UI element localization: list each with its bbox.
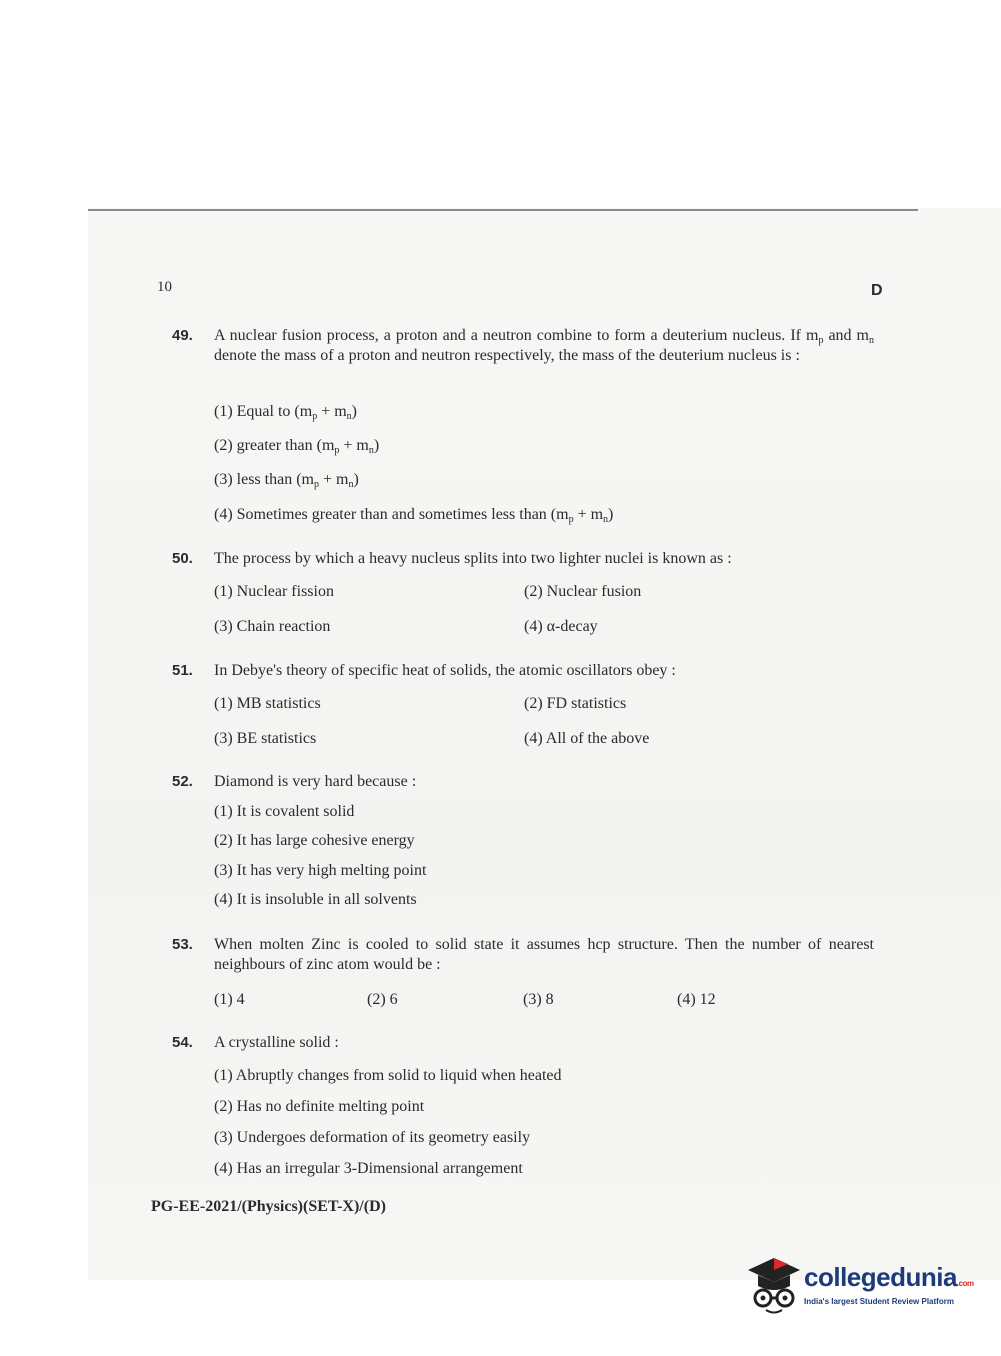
question-text: Diamond is very hard because : xyxy=(214,773,417,790)
option: (1) It is covalent solid xyxy=(214,803,355,820)
question-number: 53. xyxy=(172,936,193,953)
option: (3) 8 xyxy=(523,991,554,1008)
option: (2) greater than $(m_p + m_n)$ xyxy=(214,437,380,456)
option: (2) 6 xyxy=(367,991,398,1008)
question-number: 49. xyxy=(172,327,193,344)
option: (4) Has an irregular 3-Dimensional arrangement xyxy=(214,1160,523,1177)
question-text: A nuclear fusion process, a proton and a neutron combine to form a deuterium nucleus. If $m_p$ and $m_n$ denote the mass of a proton and neutron respectively, the mass of the deuterium nucleus is : xyxy=(214,327,875,364)
option: (3) BE statistics xyxy=(214,730,317,747)
option: (4) It is insoluble in all solvents xyxy=(214,891,417,908)
option: (4) 12 xyxy=(677,991,716,1008)
set-code: D xyxy=(871,282,883,299)
question-number: 54. xyxy=(172,1034,193,1051)
question-number: 50. xyxy=(172,550,193,567)
graduate-cap-icon xyxy=(744,1250,804,1320)
option: (1) MB statistics xyxy=(214,695,321,712)
question-text: In Debye's theory of specific heat of solids, the atomic oscillators obey : xyxy=(214,662,676,679)
brand-tagline: India's largest Student Review Platform xyxy=(804,1297,954,1306)
option: (2) Has no definite melting point xyxy=(214,1098,425,1115)
brand-suffix: .com xyxy=(956,1279,974,1288)
page-number: 10 xyxy=(157,279,172,295)
option: (3) It has very high melting point xyxy=(214,862,427,879)
question-text: The process by which a heavy nucleus splits into two lighter nuclei is known as : xyxy=(214,550,732,567)
option: (1) Nuclear fission xyxy=(214,583,334,600)
brand-text: collegedunia xyxy=(804,1262,957,1292)
option: (4) α-decay xyxy=(524,618,598,635)
option: (2) Nuclear fusion xyxy=(524,583,642,600)
option: (3) less than $(m_p + m_n)$ xyxy=(214,471,359,490)
paper-code: PG-EE-2021/(Physics)(SET-X)/(D) xyxy=(151,1198,386,1215)
brand-name xyxy=(804,1262,974,1293)
option: (4) All of the above xyxy=(524,730,650,747)
option: (3) Undergoes deformation of its geometry easily xyxy=(214,1129,531,1146)
option: (1) Abruptly changes from solid to liquid when heated xyxy=(214,1067,562,1084)
option: (1) 4 xyxy=(214,991,245,1008)
question-text: When molten Zinc is cooled to solid state it assumes hcp structure. Then the number of nearest neighbours of zinc atom would be : xyxy=(214,936,874,973)
question-number: 51. xyxy=(172,662,193,679)
question-number: 52. xyxy=(172,773,193,790)
option: (4) Sometimes greater than and sometimes less than $(m_p + m_n)$ xyxy=(214,506,614,525)
question-text: A crystalline solid : xyxy=(214,1034,339,1051)
option: (2) It has large cohesive energy xyxy=(214,832,415,849)
top-rule xyxy=(88,209,918,211)
option: (2) FD statistics xyxy=(524,695,627,712)
option: (1) Equal to $(m_p + m_n)$ xyxy=(214,403,357,422)
collegedunia-watermark xyxy=(744,1250,974,1320)
option: (3) Chain reaction xyxy=(214,618,331,635)
